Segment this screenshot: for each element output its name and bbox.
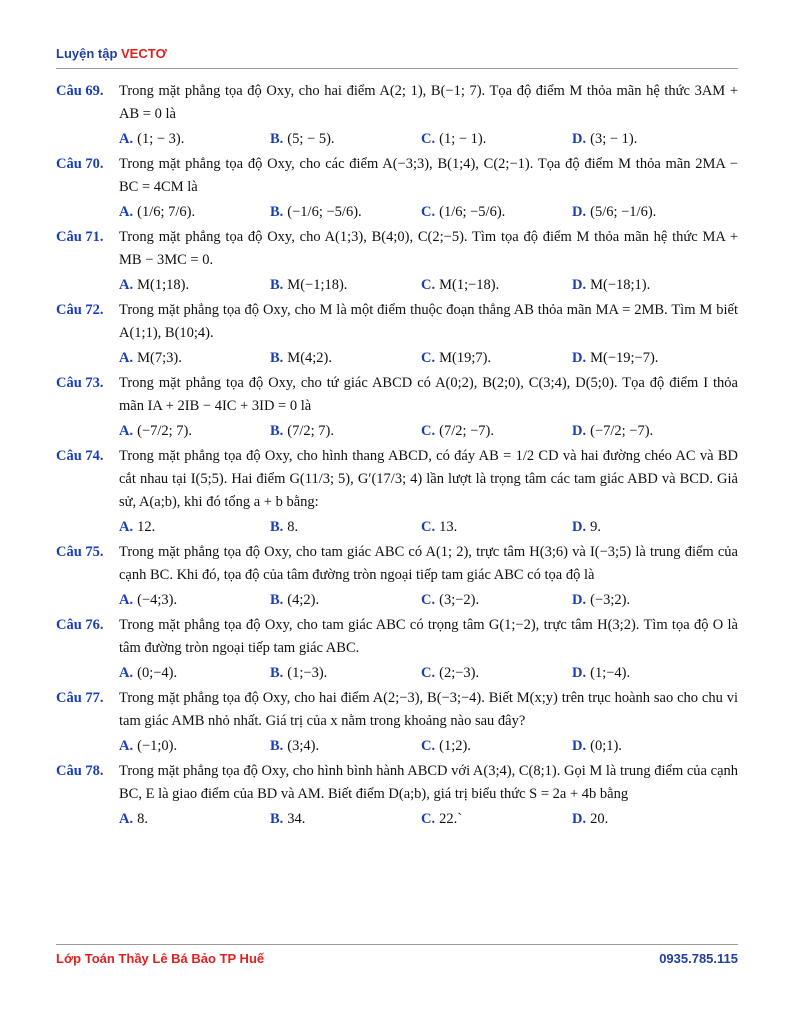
option-letter: D.	[572, 592, 587, 608]
answer-option[interactable]	[270, 735, 421, 757]
option-value: (4;2).	[287, 592, 320, 608]
option-letter: A.	[119, 519, 134, 535]
option-value: (2;−3).	[439, 665, 480, 681]
answer-options	[119, 128, 738, 150]
option-letter: B.	[270, 277, 284, 293]
option-value: (5/6; −1/6).	[590, 204, 657, 220]
question-text: Trong mặt phẳng tọa độ Oxy, cho hai điểm A(2; 1), B(−1; 7). Tọa độ điểm M thỏa mãn hệ thức 3AM + AB = 0 là	[119, 83, 738, 122]
option-letter: B.	[270, 519, 284, 535]
question-number: Câu 74.	[56, 448, 104, 464]
answer-option[interactable]	[119, 516, 270, 538]
option-value: (3;−2).	[439, 592, 480, 608]
option-value: M(1;−18).	[439, 277, 500, 293]
option-letter: C.	[421, 738, 436, 754]
option-letter: B.	[270, 665, 284, 681]
option-letter: B.	[270, 738, 284, 754]
option-letter: D.	[572, 350, 587, 366]
answer-option[interactable]	[572, 808, 723, 830]
page-header	[56, 46, 738, 69]
option-value: (7/2; 7).	[287, 423, 335, 439]
question-number: Câu 71.	[56, 229, 104, 245]
option-letter: A.	[119, 738, 134, 754]
answer-option[interactable]	[572, 347, 723, 369]
option-value: 9.	[590, 519, 601, 535]
answer-option[interactable]	[421, 201, 572, 223]
question-text: Trong mặt phẳng tọa độ Oxy, cho hình thang ABCD, có đáy AB = 1/2 CD và hai đường chéo AC và BD cắt nhau tại I(5;5). Hai điểm G(11/3; 5), G′(17/3; 4) lần lượt là trọng tâm các tam giác ABD và BCD. Giả sử, A(a;b), khi đó tổng a + b bằng:	[119, 448, 738, 510]
footer-phone: 0935.785.115	[659, 951, 738, 966]
option-letter: A.	[119, 350, 134, 366]
answer-options	[119, 516, 738, 538]
answer-options	[119, 420, 738, 442]
option-value: M(4;2).	[287, 350, 333, 366]
answer-options	[119, 347, 738, 369]
option-letter: A.	[119, 665, 134, 681]
answer-option[interactable]	[421, 347, 572, 369]
answer-option[interactable]	[421, 662, 572, 684]
option-value: (0;−4).	[137, 665, 178, 681]
answer-option[interactable]	[421, 808, 572, 830]
question-number: Câu 73.	[56, 375, 104, 391]
answer-options	[119, 201, 738, 223]
option-letter: D.	[572, 277, 587, 293]
option-letter: D.	[572, 665, 587, 681]
question-text: Trong mặt phẳng tọa độ Oxy, cho tam giác ABC có A(1; 2), trực tâm H(3;6) và I(−3;5) là trung điểm của cạnh BC. Khi đó, tọa độ của tâm đường tròn ngoại tiếp tam giác ABC có tọa độ là	[119, 544, 738, 583]
answer-option[interactable]	[119, 662, 270, 684]
option-letter: C.	[421, 592, 436, 608]
option-value: M(−18;1).	[590, 277, 651, 293]
answer-option[interactable]	[421, 128, 572, 150]
answer-option[interactable]	[572, 735, 723, 757]
question	[56, 445, 738, 514]
option-value: (−1;0).	[137, 738, 178, 754]
answer-option[interactable]	[119, 808, 270, 830]
answer-option[interactable]	[119, 735, 270, 757]
question-text: Trong mặt phẳng tọa độ Oxy, cho hai điểm A(2;−3), B(−3;−4). Biết M(x;y) trên trục hoành sao cho chu vi tam giác AMB nhỏ nhất. Giá trị của x nằm trong khoảng nào sau đây?	[119, 690, 738, 729]
answer-option[interactable]	[119, 589, 270, 611]
option-value: (1/6; 7/6).	[137, 204, 196, 220]
option-value: M(7;3).	[137, 350, 182, 366]
answer-option[interactable]	[421, 274, 572, 296]
option-letter: D.	[572, 811, 587, 827]
option-letter: C.	[421, 519, 436, 535]
option-value: (−7/2; −7).	[590, 423, 654, 439]
answer-option[interactable]	[572, 274, 723, 296]
question	[56, 299, 738, 345]
option-value: 12.	[137, 519, 156, 535]
answer-option[interactable]	[421, 589, 572, 611]
option-value: (3;4).	[287, 738, 320, 754]
option-letter: A.	[119, 204, 134, 220]
option-value: 22.`	[439, 811, 463, 827]
answer-option[interactable]	[270, 420, 421, 442]
option-letter: B.	[270, 350, 284, 366]
question	[56, 760, 738, 806]
question-number: Câu 69.	[56, 83, 104, 99]
option-value: (1;−3).	[287, 665, 328, 681]
answer-option[interactable]	[572, 662, 723, 684]
footer-teacher: Lớp Toán Thầy Lê Bá Bảo TP Huế	[56, 951, 265, 966]
option-value: M(−1;18).	[287, 277, 348, 293]
option-value: (0;1).	[590, 738, 622, 754]
page-footer	[56, 944, 738, 969]
option-value: 8.	[137, 811, 148, 827]
option-letter: A.	[119, 423, 134, 439]
answer-option[interactable]	[119, 420, 270, 442]
option-letter: C.	[421, 131, 436, 147]
option-value: (−3;2).	[590, 592, 631, 608]
option-letter: B.	[270, 204, 284, 220]
question	[56, 541, 738, 587]
option-value: (1;−4).	[590, 665, 631, 681]
option-value: 34.	[287, 811, 306, 827]
answer-option[interactable]	[572, 201, 723, 223]
answer-option[interactable]	[119, 274, 270, 296]
option-letter: B.	[270, 131, 284, 147]
option-letter: B.	[270, 811, 284, 827]
answer-options	[119, 589, 738, 611]
question-number: Câu 75.	[56, 544, 104, 560]
option-value: (1/6; −5/6).	[439, 204, 506, 220]
answer-option[interactable]	[119, 128, 270, 150]
header-title: Luyện tập	[56, 46, 122, 61]
option-value: (5; − 5).	[287, 131, 335, 147]
answer-option[interactable]	[421, 420, 572, 442]
answer-option[interactable]	[421, 516, 572, 538]
option-value: (−4;3).	[137, 592, 178, 608]
answer-option[interactable]	[270, 516, 421, 538]
option-value: (−1/6; −5/6).	[287, 204, 362, 220]
question-number: Câu 77.	[56, 690, 104, 706]
answer-option[interactable]	[270, 589, 421, 611]
answer-option[interactable]	[270, 347, 421, 369]
question-text: Trong mặt phẳng tọa độ Oxy, cho M là một điểm thuộc đoạn thẳng AB thỏa mãn MA = 2MB. Tìm M biết A(1;1), B(10;4).	[119, 302, 738, 341]
question	[56, 80, 738, 126]
question	[56, 372, 738, 418]
answer-options	[119, 662, 738, 684]
answer-option[interactable]	[572, 516, 723, 538]
question-text: Trong mặt phẳng tọa độ Oxy, cho các điểm A(−3;3), B(1;4), C(2;−1). Tọa độ điểm M thỏa mãn 2MA − BC = 4CM là	[119, 156, 738, 195]
question-text: Trong mặt phẳng tọa độ Oxy, cho tứ giác ABCD có A(0;2), B(2;0), C(3;4), D(5;0). Tọa độ điểm I thỏa mãn IA + 2IB − 4IC + 3ID = 0 là	[119, 375, 738, 414]
answer-options	[119, 808, 738, 830]
option-value: 20.	[590, 811, 609, 827]
answer-option[interactable]	[572, 420, 723, 442]
option-letter: C.	[421, 811, 436, 827]
option-letter: B.	[270, 423, 284, 439]
option-letter: A.	[119, 277, 134, 293]
header-topic: VECTƠ	[121, 46, 167, 61]
question-text: Trong mặt phẳng tọa độ Oxy, cho A(1;3), B(4;0), C(2;−5). Tìm tọa độ điểm M thỏa mãn hệ thức MA + MB − 3MC = 0.	[119, 229, 738, 268]
option-letter: D.	[572, 738, 587, 754]
option-letter: A.	[119, 131, 134, 147]
option-value: M(1;18).	[137, 277, 190, 293]
option-value: (1;2).	[439, 738, 471, 754]
answer-option[interactable]	[119, 201, 270, 223]
answer-option[interactable]	[270, 128, 421, 150]
option-value: (3; − 1).	[590, 131, 638, 147]
option-value: (−7/2; 7).	[137, 423, 193, 439]
answer-option[interactable]	[270, 201, 421, 223]
answer-option[interactable]	[270, 808, 421, 830]
option-letter: A.	[119, 592, 134, 608]
answer-options	[119, 735, 738, 757]
option-letter: C.	[421, 277, 436, 293]
answer-option[interactable]	[270, 662, 421, 684]
question	[56, 226, 738, 272]
answer-option[interactable]	[270, 274, 421, 296]
option-letter: C.	[421, 350, 436, 366]
question-number: Câu 72.	[56, 302, 104, 318]
question	[56, 687, 738, 733]
option-value: 13.	[439, 519, 458, 535]
question	[56, 614, 738, 660]
option-value: (1; − 1).	[439, 131, 487, 147]
answer-option[interactable]	[119, 347, 270, 369]
option-letter: B.	[270, 592, 284, 608]
option-letter: D.	[572, 423, 587, 439]
option-letter: D.	[572, 519, 587, 535]
option-letter: D.	[572, 131, 587, 147]
question-number: Câu 78.	[56, 763, 104, 779]
option-letter: D.	[572, 204, 587, 220]
option-letter: C.	[421, 204, 436, 220]
answer-option[interactable]	[572, 589, 723, 611]
answer-option[interactable]	[572, 128, 723, 150]
option-letter: A.	[119, 811, 134, 827]
option-value: M(19;7).	[439, 350, 492, 366]
question-number: Câu 76.	[56, 617, 104, 633]
question	[56, 153, 738, 199]
option-letter: C.	[421, 423, 436, 439]
option-letter: C.	[421, 665, 436, 681]
answer-option[interactable]	[421, 735, 572, 757]
option-value: (1; − 3).	[137, 131, 185, 147]
question-text: Trong mặt phẳng tọa độ Oxy, cho tam giác ABC có trọng tâm G(1;−2), trực tâm H(3;2). Tìm tọa độ O là tâm đường tròn ngoại tiếp tam giác ABC.	[119, 617, 738, 656]
question-number: Câu 70.	[56, 156, 104, 172]
option-value: 8.	[287, 519, 299, 535]
option-value: M(−19;−7).	[590, 350, 659, 366]
question-text: Trong mặt phẳng tọa độ Oxy, cho hình bình hành ABCD với A(3;4), C(8;1). Gọi M là trung điểm của cạnh BC, E là giao điểm của BD và AM. Biết điểm D(a;b), giá trị biểu thức S = 2a + 4b bằng	[119, 763, 738, 802]
question-list	[56, 80, 738, 833]
answer-options	[119, 274, 738, 296]
option-value: (7/2; −7).	[439, 423, 495, 439]
